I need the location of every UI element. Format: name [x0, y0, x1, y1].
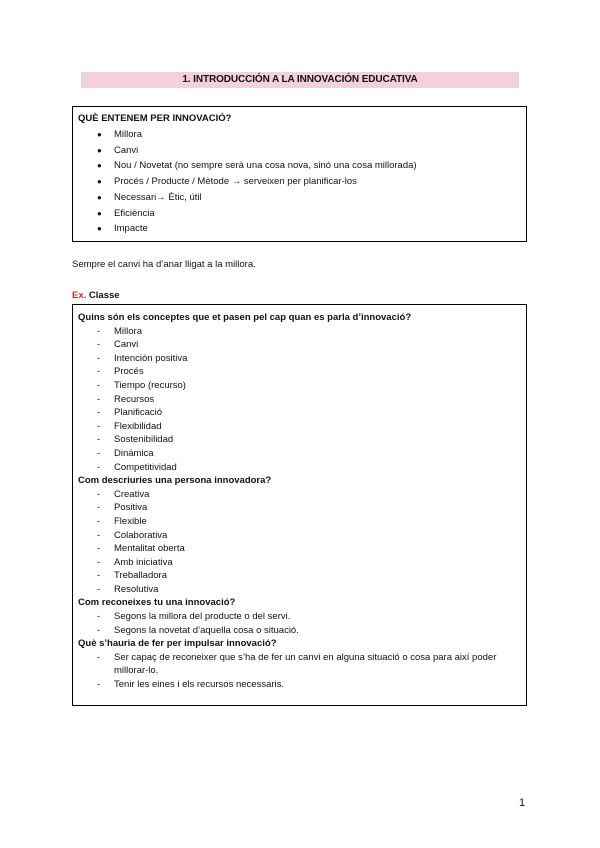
dash-icon: - — [97, 515, 101, 527]
dash-icon: - — [97, 420, 101, 432]
answer-item-text: Positiva — [114, 502, 148, 514]
answer-item — [78, 325, 521, 339]
bullet-icon: ● — [97, 145, 102, 155]
answer-item-text: Procés — [114, 366, 144, 378]
definition-item — [78, 174, 521, 190]
definition-box — [72, 106, 527, 242]
bullet-icon: ● — [97, 192, 102, 202]
bullet-icon: ● — [97, 161, 102, 171]
answer-item — [78, 488, 521, 502]
answer-item-text: Amb iniciativa — [114, 556, 173, 568]
answer-item-text: Creativa — [114, 488, 150, 500]
definition-item-text: Necessari→ Ètic, útil — [114, 191, 202, 203]
answer-item-text: Resolutiva — [114, 583, 159, 595]
answer-item — [78, 529, 521, 543]
example-heading — [72, 290, 120, 301]
answer-item-text: Dinámica — [114, 447, 154, 459]
answer-item — [78, 515, 521, 529]
answer-item-text: Planificació — [114, 407, 163, 419]
answer-item-text: Intención positiva — [114, 352, 188, 364]
dash-icon: - — [97, 325, 101, 337]
answer-item-text: Segons la millora del producte o del servi. — [114, 611, 291, 623]
section-title: 1. INTRODUCCIÓN A LA INNOVACIÓN EDUCATIVA — [81, 72, 519, 88]
answer-list — [78, 610, 521, 637]
dash-icon: - — [97, 583, 101, 595]
definition-item — [78, 206, 521, 222]
bullet-icon: ● — [97, 224, 102, 234]
answer-item-text: Colaborativa — [114, 529, 168, 541]
answer-item — [78, 365, 521, 379]
answer-item — [78, 651, 521, 678]
definition-item-text: Impacte — [114, 223, 148, 235]
answer-item — [78, 433, 521, 447]
answer-item — [78, 501, 521, 515]
dash-icon: - — [97, 651, 101, 663]
dash-icon: - — [97, 529, 101, 541]
dash-icon: - — [97, 624, 101, 636]
definition-item-text: Procés / Producte / Mètode → serveixen per planificar-los — [114, 176, 357, 188]
answer-item — [78, 379, 521, 393]
dash-icon: - — [97, 543, 101, 555]
answer-item — [78, 542, 521, 556]
example-prefix: Ex. — [72, 290, 87, 301]
dash-icon: - — [97, 339, 101, 351]
bullet-icon: ● — [97, 177, 102, 187]
answer-item — [78, 447, 521, 461]
definition-item — [78, 158, 521, 174]
dash-icon: - — [97, 434, 101, 446]
answer-item — [78, 678, 521, 692]
dash-icon: - — [97, 570, 101, 582]
definition-item-text: Nou / Novetat (no sempre serà una cosa nova, sinó una cosa millorada) — [114, 160, 417, 172]
answer-item-text: Millora — [114, 325, 142, 337]
answer-item — [78, 406, 521, 420]
answer-item-text: Tiempo (recurso) — [114, 379, 186, 391]
summary-paragraph: Sempre el canvi ha d’anar lligat a la millora. — [72, 259, 256, 270]
answer-list — [78, 325, 521, 475]
answer-item-text: Mentalitat oberta — [114, 543, 185, 555]
definition-heading: QUÈ ENTENEM PER INNOVACIÓ? — [78, 113, 232, 124]
dash-icon: - — [97, 679, 101, 691]
answer-item — [78, 420, 521, 434]
answer-item — [78, 569, 521, 583]
answer-item-text: Competitividad — [114, 461, 177, 473]
answer-item — [78, 624, 521, 638]
answer-item-text: Flexibilidad — [114, 420, 162, 432]
answer-list — [78, 488, 521, 597]
answer-item — [78, 338, 521, 352]
definition-item-text: Canvi — [114, 144, 139, 156]
example-label: Classe — [88, 290, 120, 301]
answer-item — [78, 461, 521, 475]
page-number: 1 — [519, 797, 526, 809]
dash-icon: - — [97, 379, 101, 391]
bullet-icon: ● — [97, 208, 102, 218]
dash-icon: - — [97, 611, 101, 623]
dash-icon: - — [97, 556, 101, 568]
answer-item-text: Tenir les eines i els recursos necessaris. — [114, 679, 285, 691]
dash-icon: - — [97, 393, 101, 405]
dash-icon: - — [97, 407, 101, 419]
answer-item — [78, 393, 521, 407]
definition-item — [78, 127, 521, 143]
definition-list — [78, 127, 521, 237]
definition-item-text: Eficiència — [114, 207, 155, 219]
definition-item — [78, 221, 521, 237]
answer-item-text: Flexible — [114, 515, 147, 527]
answer-item — [78, 583, 521, 597]
answer-item-text: Sostenibilidad — [114, 434, 174, 446]
answer-item — [78, 610, 521, 624]
answer-item-text: Ser capaç de reconeixer que s’ha de fer un canvi en alguna situació o cosa para així poder millorar-lo. — [114, 651, 497, 677]
question-heading: Què s’hauria de fer per impulsar innovació? — [78, 638, 277, 650]
answer-item-text: Canvi — [114, 339, 139, 351]
answer-item-text: Segons la novetat d’aquella cosa o situació. — [114, 624, 299, 636]
dash-icon: - — [97, 488, 101, 500]
definition-item — [78, 190, 521, 206]
dash-icon: - — [97, 502, 101, 514]
dash-icon: - — [97, 366, 101, 378]
answer-item — [78, 556, 521, 570]
answer-item-text: Treballadora — [114, 570, 167, 582]
definition-item — [78, 143, 521, 159]
question-heading: Com reconeixes tu una innovació? — [78, 597, 236, 609]
dash-icon: - — [97, 447, 101, 459]
dash-icon: - — [97, 461, 101, 473]
question-heading: Quins són els conceptes que et pasen pel cap quan es parla d’innovació? — [78, 312, 412, 323]
answer-list — [78, 651, 521, 692]
definition-item-text: Millora — [114, 129, 142, 140]
question-heading: Com descriuries una persona innovadora? — [78, 475, 272, 487]
answer-item — [78, 352, 521, 366]
class-notes-box — [72, 304, 527, 706]
dash-icon: - — [97, 352, 101, 364]
answer-item-text: Recursos — [114, 393, 155, 405]
bullet-icon: ● — [97, 130, 102, 139]
